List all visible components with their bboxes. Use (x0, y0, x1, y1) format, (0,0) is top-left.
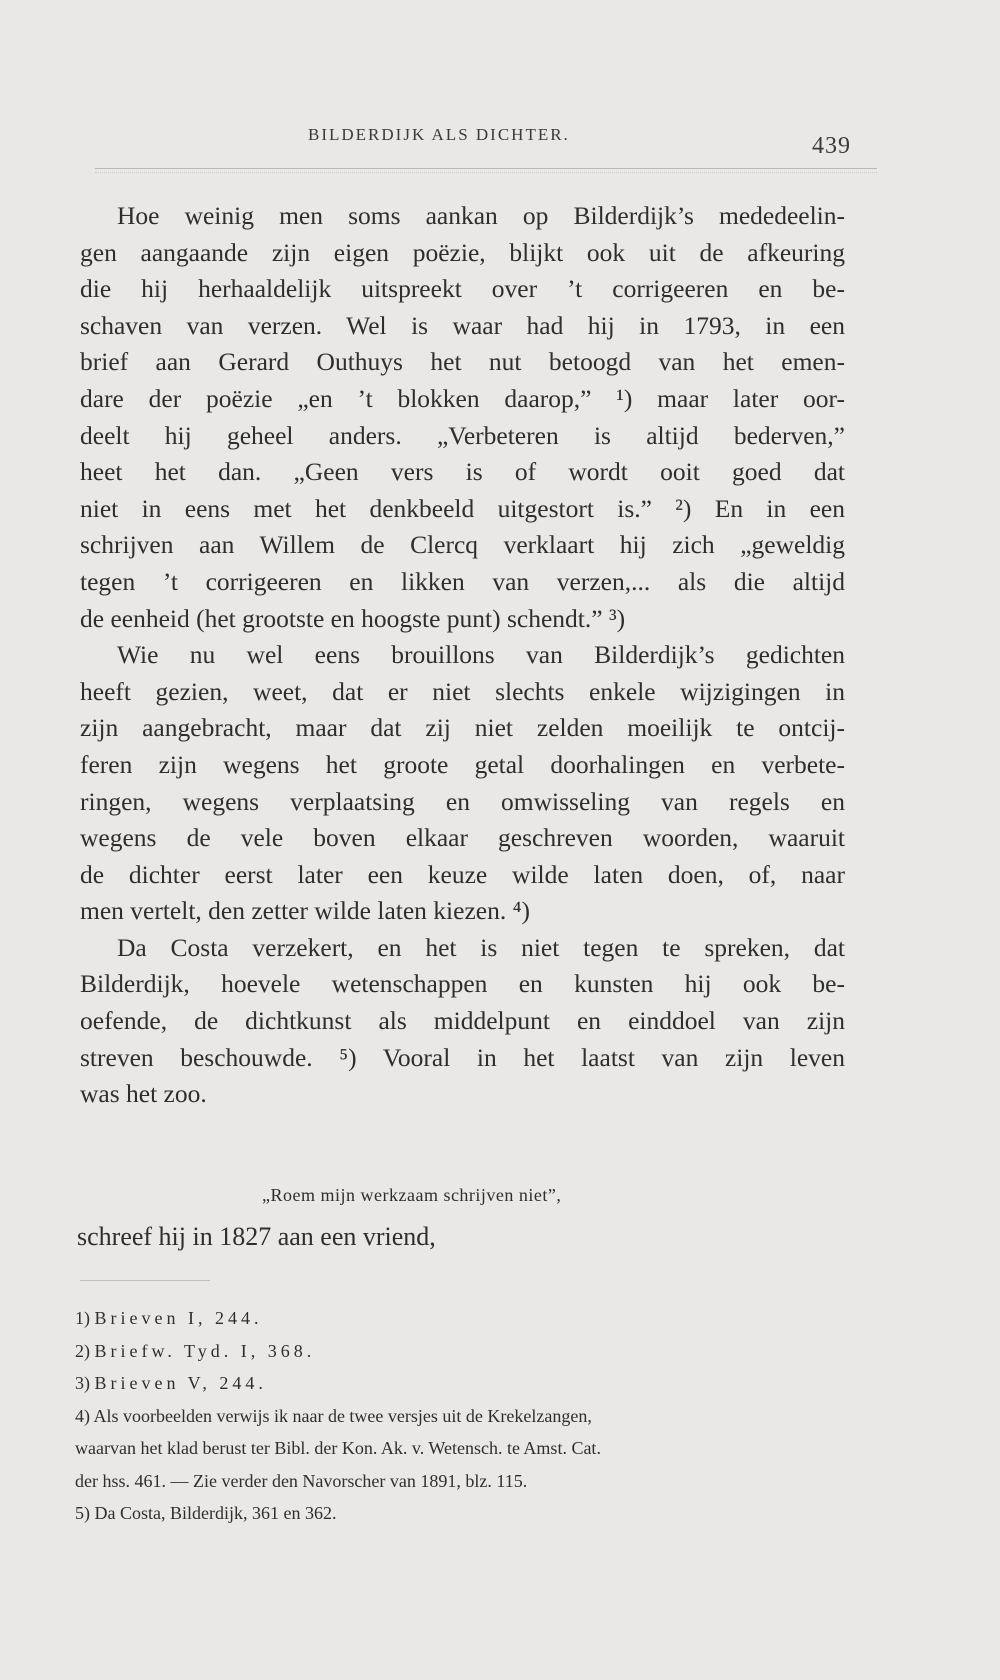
text-line: wegens de vele boven elkaar geschreven woorden, waaruit (80, 823, 845, 853)
footnote-number: 1) (75, 1308, 90, 1328)
footnote-number: 5) (75, 1503, 90, 1523)
text-line: oefende, de dichtkunst als middelpunt en einddoel van zijn (80, 1006, 845, 1036)
paragraph (80, 930, 845, 1113)
text-line: heet het dan. „Geen vers is of wordt ooit goed dat (80, 457, 845, 487)
text-line: brief aan Gerard Outhuys het nut betoogd van het emen- (80, 347, 845, 377)
text-line: dare der poëzie „en ’t blokken daarop,” ¹) maar later oor- (80, 383, 845, 413)
text-line: Hoe weinig men soms aankan op Bilderdijk’s mededeelin- (117, 201, 845, 230)
footnote-text: Als voorbeelden verwijs ik naar de twee versjes uit de Krekelzangen, (93, 1405, 592, 1426)
text-line: men vertelt, den zetter wilde laten kiezen. ⁴) (80, 896, 530, 926)
footnote (75, 1400, 845, 1433)
paragraph (80, 637, 845, 930)
text-line: niet in eens met het denkbeeld uitgestort is.” ²) En in een (80, 493, 845, 523)
page-number: 439 (812, 133, 851, 159)
text-line: schrijven aan Willem de Clercq verklaart hij zich „geweldig (80, 530, 845, 560)
footnote-rule (80, 1280, 210, 1281)
footnote (75, 1497, 845, 1530)
text-line: de dichter eerst later een keuze wilde laten doen, of, naar (80, 859, 845, 889)
text-line: Wie nu wel eens brouillons van Bilderdijk’s gedichten (117, 640, 845, 670)
text-line: de eenheid (het grootste en hoogste punt) schendt.” ³) (80, 603, 626, 633)
text-line: Bilderdijk, hoevele wetenschappen en kunsten hij ook be- (80, 969, 845, 999)
footnote (75, 1302, 845, 1335)
footnote-continuation (75, 1465, 845, 1498)
text-line: ringen, wegens verplaatsing en omwisseling van regels en (80, 786, 845, 816)
footnote-text: Briefw. Tyd. I, 368. (94, 1340, 316, 1361)
footnote-number: 2) (75, 1340, 90, 1361)
footnote-text: der hss. 461. — Zie verder den Navorscher van 1891, blz. 115. (75, 1470, 528, 1491)
verse-quote: „Roem mijn werkzaam schrijven niet”, (262, 1185, 562, 1205)
footnote-text: Brieven I, 244. (94, 1308, 263, 1328)
text-line: was het zoo. (80, 1079, 207, 1109)
text-line: schaven van verzen. Wel is waar had hij in 1793, in een (80, 310, 845, 340)
text-line: tegen ’t corrigeeren en likken van verzen,... als die altijd (80, 566, 845, 596)
text-line: die hij herhaaldelijk uitspreekt over ’t corrigeeren en be- (80, 274, 845, 304)
footnote (75, 1335, 845, 1368)
paragraph (80, 198, 845, 637)
text-line: gen aangaande zijn eigen poëzie, blijkt ook uit de afkeuring (80, 237, 845, 267)
footnote-text: Brieven V, 244. (94, 1373, 267, 1393)
text-line: deelt hij geheel anders. „Verbeteren is altijd bederven,” (80, 420, 845, 450)
footnote-text: waarvan het klad berust ter Bibl. der Kon. Ak. v. Wetensch. te Amst. Cat. (75, 1438, 601, 1458)
text-line: streven beschouwde. ⁵) Vooral in het laatst van zijn leven (80, 1042, 845, 1072)
footnote (75, 1367, 845, 1400)
text-line: feren zijn wegens het groote getal doorhalingen en verbete- (80, 749, 845, 779)
footnote-number: 4) (75, 1405, 90, 1426)
footnote-number: 3) (75, 1373, 90, 1393)
footnotes (75, 1302, 845, 1530)
text-line: heeft gezien, weet, dat er niet slechts enkele wijzigingen in (80, 676, 845, 706)
text-line: Da Costa verzekert, en het is niet tegen te spreken, dat (117, 932, 845, 962)
footnote-continuation (75, 1432, 845, 1465)
footnote-text: Da Costa, Bilderdijk, 361 en 362. (94, 1503, 337, 1523)
body-text (80, 198, 845, 1113)
text-line: schreef hij in 1827 aan een vriend, (77, 1222, 436, 1251)
header-rule (95, 168, 877, 173)
text-line: zijn aangebracht, maar dat zij niet zelden moeilijk te ontcij- (80, 713, 845, 743)
running-title: BILDERDIJK ALS DICHTER. (308, 125, 570, 144)
